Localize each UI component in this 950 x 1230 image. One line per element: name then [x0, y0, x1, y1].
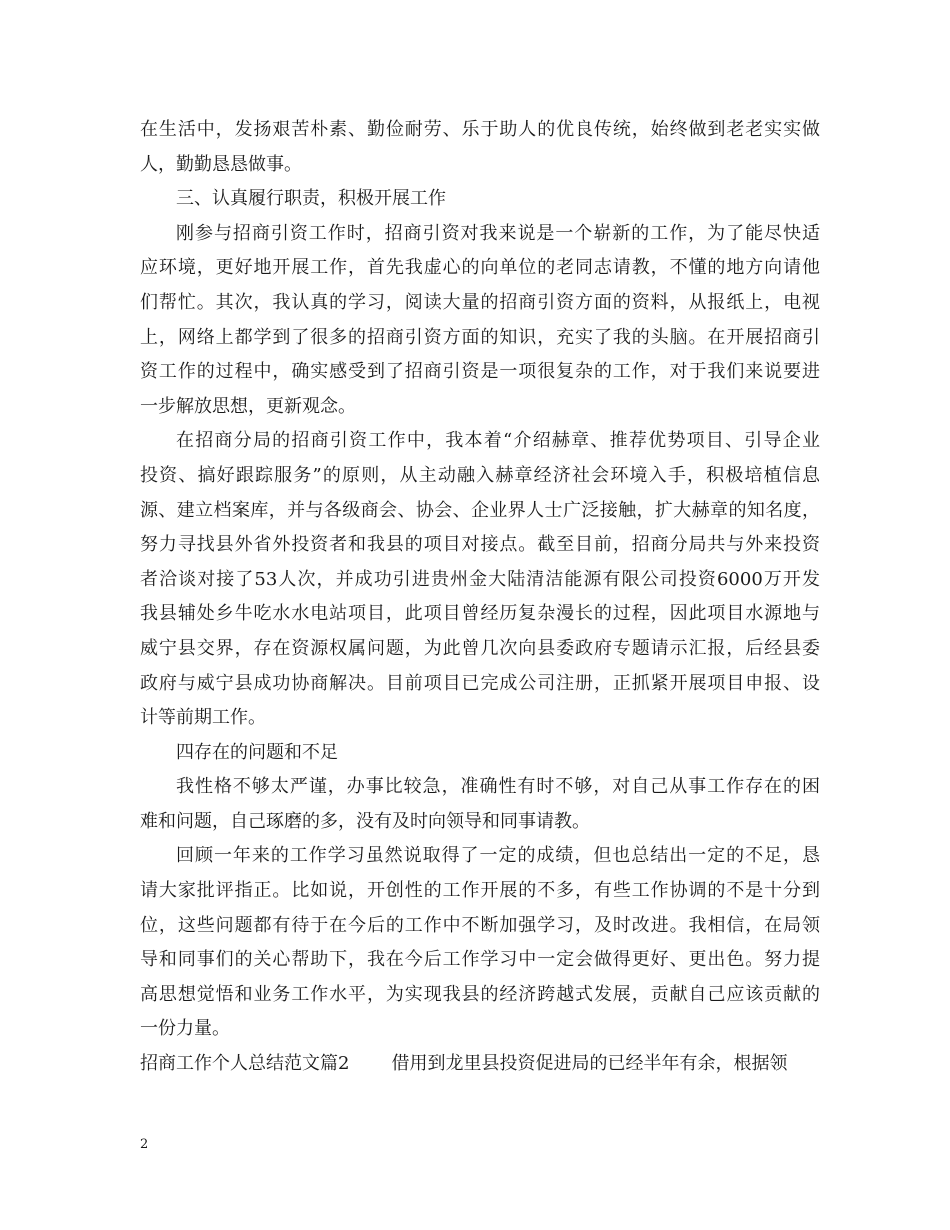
paragraph-line: 位，这些问题都有待于在今后的工作中不断加强学习，及时改进。我相信，在局领 [140, 914, 820, 936]
paragraph-line: 一份力量。 [140, 1018, 230, 1040]
paragraph-line: 者洽谈对接了53人次，并成功引进贵州金大陆清洁能源有限公司投资6000万开发 [140, 568, 820, 590]
paragraph-line: 威宁县交界，存在资源权属问题，为此曾几次向县委政府专题请示汇报，后经县委 [140, 637, 820, 659]
paragraph-line: 投资、搞好跟踪服务”的原则，从主动融入赫章经济社会环境入手，积极培植信息 [140, 464, 820, 486]
document-body [140, 113, 820, 1082]
paragraph-line: 资工作的过程中，确实感受到了招商引资是一项很复杂的工作，对于我们来说要进 [140, 361, 820, 383]
paragraph-line: 们帮忙。其次，我认真的学习，阅读大量的招商引资方面的资料，从报纸上，电视 [140, 291, 820, 313]
paragraph-line: 计等前期工作。 [140, 707, 266, 729]
paragraph-line: 应环境，更好地开展工作，首先我虚心的向单位的老同志请教，不懂的地方向请他 [140, 257, 820, 279]
section-heading: 三、认真履行职责，积极开展工作 [176, 188, 446, 210]
paragraph-line: 刚参与招商引资工作时，招商引资对我来说是一个崭新的工作，为了能尽快适 [176, 222, 820, 244]
section-heading: 四存在的问题和不足 [176, 741, 338, 763]
paragraph-line: 政府与威宁县成功协商解决。目前项目已完成公司注册，正抓紧开展项目申报、设 [140, 672, 820, 694]
article-intro-text: 借用到龙里县投资促进局的已经半年有余，根据领 [391, 1053, 788, 1075]
article-title: 招商工作个人总结范文篇2 [140, 1053, 350, 1075]
paragraph-line: 源、建立档案库，并与各级商会、协会、企业界人士广泛接触，扩大赫章的知名度， [140, 499, 820, 521]
paragraph-line: 回顾一年来的工作学习虽然说取得了一定的成绩，但也总结出一定的不足，恳 [176, 845, 820, 867]
page-number: 2 [140, 1137, 149, 1152]
paragraph-line: 请大家批评指正。比如说，开创性的工作开展的不多，有些工作协调的不是十分到 [140, 880, 820, 902]
paragraph-line: 我县辅处乡牛吃水水电站项目，此项目曾经历复杂漫长的过程，因此项目水源地与 [140, 603, 820, 625]
paragraph-line: 我性格不够太严谨，办事比较急，准确性有时不够，对自己从事工作存在的困 [176, 776, 820, 798]
paragraph-line: 人，勤勤恳恳做事。 [140, 153, 302, 175]
paragraph-line: 高思想觉悟和业务工作水平，为实现我县的经济跨越式发展，贡献自己应该贡献的 [140, 983, 820, 1005]
paragraph-line: 导和同事们的关心帮助下，我在今后工作学习中一定会做得更好、更出色。努力提 [140, 949, 820, 971]
paragraph-line: 在招商分局的招商引资工作中，我本着“介绍赫章、推荐优势项目、引导企业 [176, 430, 820, 452]
paragraph-line: 一步解放思想，更新观念。 [140, 395, 356, 417]
paragraph-line: 难和问题，自己琢磨的多，没有及时向领导和同事请教。 [140, 810, 590, 832]
paragraph-line: 上，网络上都学到了很多的招商引资方面的知识，充实了我的头脑。在开展招商引 [140, 326, 820, 348]
paragraph-line: 在生活中，发扬艰苦朴素、勤俭耐劳、乐于助人的优良传统，始终做到老老实实做 [140, 119, 820, 140]
paragraph-line: 努力寻找县外省外投资者和我县的项目对接点。截至目前，招商分局共与外来投资 [140, 534, 820, 556]
article-title-line [140, 1047, 820, 1082]
